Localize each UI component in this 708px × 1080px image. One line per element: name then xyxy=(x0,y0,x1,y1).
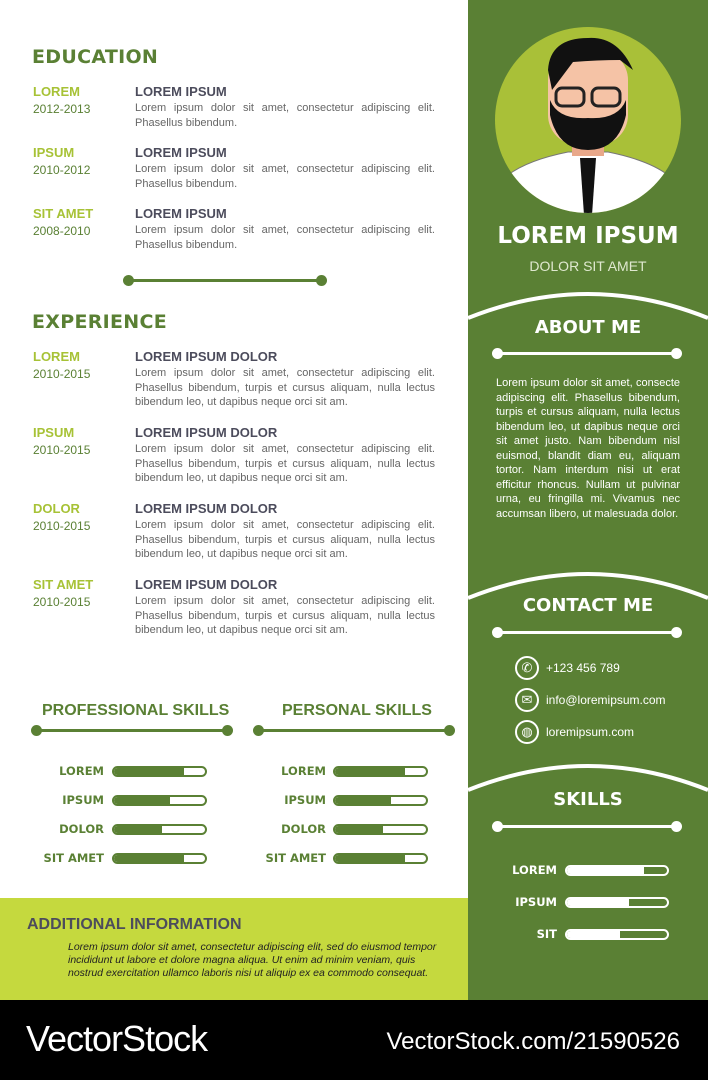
skill-bar-fill xyxy=(114,797,170,804)
entry-label: DOLOR xyxy=(33,501,80,516)
skill-bar-fill xyxy=(567,899,629,906)
skill-bar-fill xyxy=(114,826,162,833)
contact-text[interactable]: info@loremipsum.com xyxy=(546,693,666,707)
skill-bar-fill xyxy=(114,855,184,862)
divider xyxy=(36,729,228,732)
entry-label: SIT AMET xyxy=(33,206,94,221)
entry-years: 2008-2010 xyxy=(33,224,91,238)
about-title: ABOUT ME xyxy=(534,317,642,338)
profile-subtitle: DOLOR SIT AMET xyxy=(529,258,647,274)
skill-bar xyxy=(112,795,207,806)
arc xyxy=(468,766,708,790)
skill-bar xyxy=(565,865,669,876)
skill-bar xyxy=(565,897,669,908)
divider xyxy=(497,631,677,634)
entry-title: LOREM IPSUM DOLOR xyxy=(135,425,278,440)
skill-bar xyxy=(112,766,207,777)
experience-title: EXPERIENCE xyxy=(32,311,168,333)
entry-text: Lorem ipsum dolor sit amet, consectetur adipiscing elit. Phasellus bibendum, turpis et cursus aliquam, nulla lectus bibendum leo, ut dapibus neque orci sit am. xyxy=(135,519,435,560)
skill-bar-fill xyxy=(335,768,405,775)
entry-title: LOREM IPSUM DOLOR xyxy=(135,501,278,516)
divider xyxy=(497,352,677,355)
divider xyxy=(497,825,677,828)
additional-info-panel xyxy=(0,898,468,1000)
entry-label: SIT AMET xyxy=(33,577,94,592)
skill-bar-fill xyxy=(335,855,405,862)
entry-label: IPSUM xyxy=(33,145,75,160)
entry-text: Lorem ipsum dolor sit amet, consectetur adipiscing elit. Phasellus bibendum, turpis et cursus aliquam, nulla lectus bibendum leo, ut dapibus neque orci sit am. xyxy=(135,443,435,484)
skill-bar-fill xyxy=(335,826,383,833)
skill-bar xyxy=(333,824,428,835)
professional-skills-title: PROFESSIONAL SKILLS xyxy=(42,702,230,719)
skill-bar xyxy=(333,766,428,777)
entry-years: 2010-2012 xyxy=(33,163,91,177)
arc xyxy=(468,294,708,318)
skills-title: SKILLS xyxy=(553,789,623,810)
entry-label: LOREM xyxy=(33,84,80,99)
entry-years: 2010-2015 xyxy=(33,367,91,381)
entry-years: 2010-2015 xyxy=(33,443,91,457)
skill-name: LOREM xyxy=(512,863,557,877)
skill-name: IPSUM xyxy=(284,793,326,807)
entry-title: LOREM IPSUM DOLOR xyxy=(135,349,278,364)
contact-text[interactable]: +123 456 789 xyxy=(546,661,620,675)
entry-title: LOREM IPSUM xyxy=(135,206,227,221)
entry-years: 2010-2015 xyxy=(33,595,91,609)
watermark-bar xyxy=(0,1000,708,1080)
skill-name: SIT AMET xyxy=(43,851,104,865)
entry-title: LOREM IPSUM xyxy=(135,145,227,160)
additional-info-title: ADDITIONAL INFORMATION xyxy=(27,916,242,933)
phone-icon: ✆ xyxy=(515,656,539,680)
divider xyxy=(258,729,450,732)
skill-bar-fill xyxy=(335,797,391,804)
skill-bar xyxy=(333,795,428,806)
entry-text: Lorem ipsum dolor sit amet, consectetur adipiscing elit. Phasellus bibendum. xyxy=(135,102,435,129)
watermark-logo: VectorStock xyxy=(26,1018,208,1059)
entry-text: Lorem ipsum dolor sit amet, consectetur adipiscing elit. Phasellus bibendum. xyxy=(135,163,435,190)
additional-info-text: Lorem ipsum dolor sit amet, consectetur adipiscing elit, sed do eiusmod tempor incididunt ut labore et dolore magna aliqua. Ut enim ad minim veniam, quis nostrud exercitation ullamco laboris nisi ut aliquip ex ea commodo consequat. xyxy=(68,941,437,979)
globe-icon: ◍ xyxy=(515,720,539,744)
about-text: Lorem ipsum dolor sit amet, consecte adipiscing elit. Phasellus bibendum, turpis et cursus aliquam, nulla lectus bibendum leo, ut dapibus neque orci sit amet justo. Nam bibendum nisl euismod, blandit diam eu, aliquam tortor. Nam interdum nisi ut erat efficitur rhoncus. Nullam ut pulvinar urna, eu fringilla mi. Vivamus nec accumsan libero, ut malesuada dolor. xyxy=(496,377,680,520)
entry-years: 2010-2015 xyxy=(33,519,91,533)
skill-name: SIT AMET xyxy=(265,851,326,865)
personal-skills-title: PERSONAL SKILLS xyxy=(282,702,432,719)
watermark-id: VectorStock.com/21590526 xyxy=(386,1028,680,1055)
skill-name: LOREM xyxy=(59,764,104,778)
skill-name: DOLOR xyxy=(281,822,326,836)
entry-years: 2012-2013 xyxy=(33,102,91,116)
skill-bar-fill xyxy=(567,931,620,938)
entry-text: Lorem ipsum dolor sit amet, consectetur adipiscing elit. Phasellus bibendum, turpis et cursus aliquam, nulla lectus bibendum leo, ut dapibus neque orci sit am. xyxy=(135,367,435,408)
skill-name: IPSUM xyxy=(515,895,557,909)
skill-bar-fill xyxy=(114,768,184,775)
divider xyxy=(128,279,322,282)
entry-title: LOREM IPSUM DOLOR xyxy=(135,577,278,592)
entry-title: LOREM IPSUM xyxy=(135,84,227,99)
skill-bar xyxy=(112,824,207,835)
entry-label: IPSUM xyxy=(33,425,75,440)
entry-label: LOREM xyxy=(33,349,80,364)
contact-title: CONTACT ME xyxy=(522,595,654,616)
skill-name: SIT xyxy=(536,927,557,941)
skill-bar-fill xyxy=(567,867,644,874)
skill-name: DOLOR xyxy=(59,822,104,836)
contact-text[interactable]: loremipsum.com xyxy=(546,725,635,739)
skill-name: LOREM xyxy=(281,764,326,778)
skill-bar xyxy=(565,929,669,940)
mail-icon: ✉ xyxy=(515,688,539,712)
skill-name: IPSUM xyxy=(62,793,104,807)
skill-bar xyxy=(112,853,207,864)
entry-text: Lorem ipsum dolor sit amet, consectetur adipiscing elit. Phasellus bibendum. xyxy=(135,224,435,251)
skill-bar xyxy=(333,853,428,864)
profile-name: LOREM IPSUM xyxy=(497,223,679,249)
education-title: EDUCATION xyxy=(32,46,159,68)
entry-text: Lorem ipsum dolor sit amet, consectetur adipiscing elit. Phasellus bibendum, turpis et cursus aliquam, nulla lectus bibendum leo, ut dapibus neque orci sit am. xyxy=(135,595,435,636)
